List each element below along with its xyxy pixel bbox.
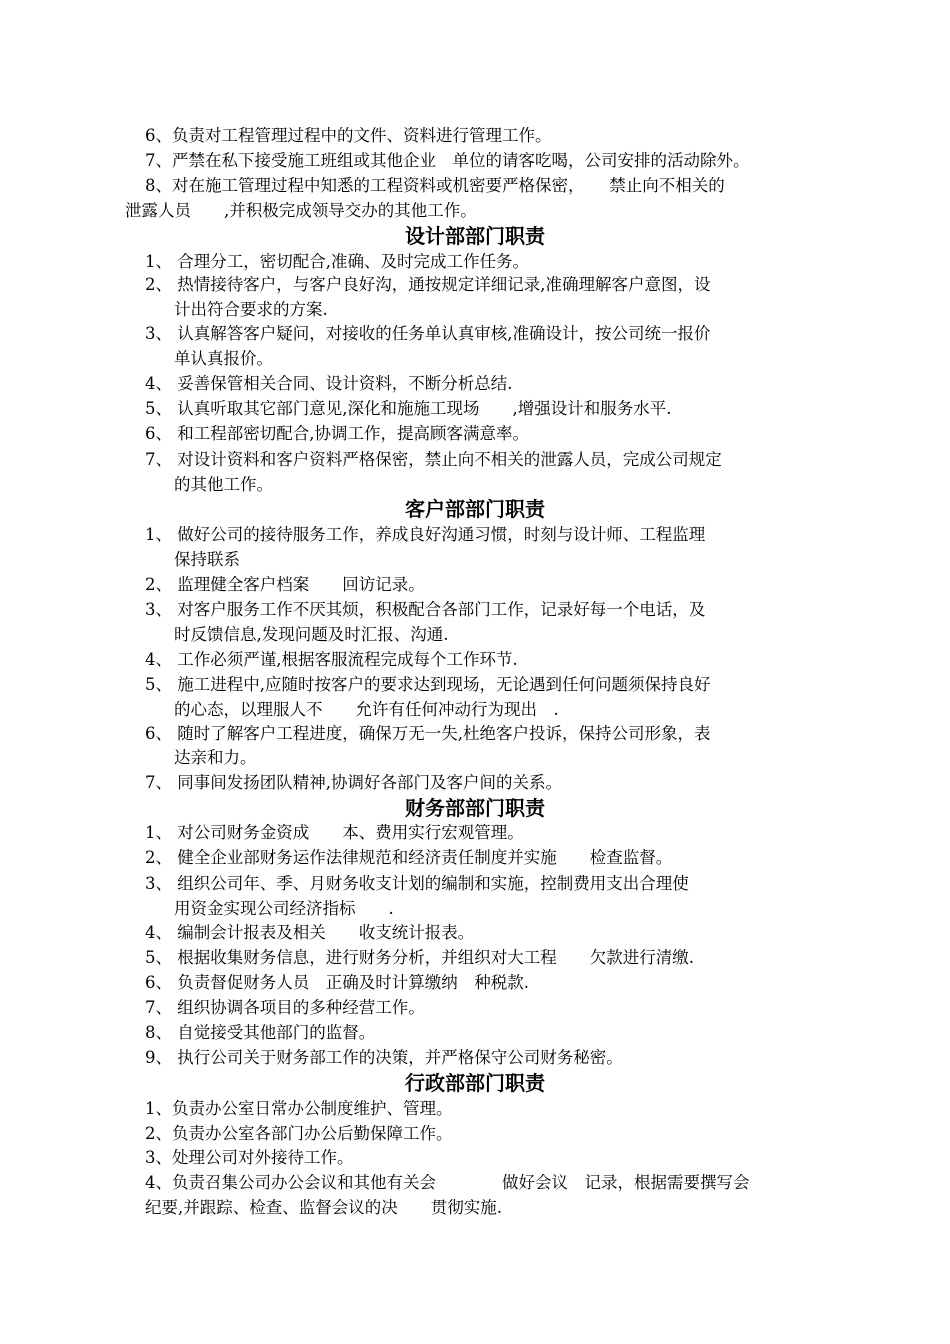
customer-item-6: 6、 随时了解客户工程进度，确保万无一失,杜绝客户投诉，保持公司形象，表 xyxy=(145,724,711,743)
customer-item-2: 2、 监理健全客户档案 回访记录。 xyxy=(145,575,425,594)
intro-item-8: 8、对在施工管理过程中知悉的工程资料或机密要严格保密， 禁止向不相关的 xyxy=(145,176,725,195)
customer-item-1: 1、 做好公司的接待服务工作，养成良好沟通习惯，时刻与设计师、工程监理 xyxy=(145,525,706,544)
finance-item-9: 9、 执行公司关于财务部工作的决策，并严格保守公司财务秘密。 xyxy=(145,1048,623,1067)
design-item-6: 6、 和工程部密切配合,协调工作，提高顾客满意率。 xyxy=(145,424,529,443)
customer-dept-heading: 客户部部门职责 xyxy=(405,497,545,521)
finance-item-7: 7、 组织协调各项目的多种经营工作。 xyxy=(145,998,425,1017)
intro-item-6: 6、负责对工程管理过程中的文件、资料进行管理工作。 xyxy=(145,126,552,145)
design-item-4: 4、 妥善保管相关合同、设计资料，不断分析总结. xyxy=(145,374,513,393)
customer-item-1-continuation: 保持联系 xyxy=(174,550,240,569)
design-item-7: 7、 对设计资料和客户资料严格保密，禁止向不相关的泄露人员，完成公司规定 xyxy=(145,450,722,469)
customer-item-5: 5、 施工进程中,应随时按客户的要求达到现场，无论遇到任何问题须保持良好 xyxy=(145,675,711,694)
customer-item-6-continuation: 达亲和力。 xyxy=(174,748,257,767)
design-item-1: 1、 合理分工，密切配合,准确、及时完成工作任务。 xyxy=(145,252,529,271)
design-item-5: 5、 认真听取其它部门意见,深化和施施工现场 ,增强设计和服务水平. xyxy=(145,399,672,418)
finance-item-5: 5、 根据收集财务信息，进行财务分析，并组织对大工程 欠款进行清缴. xyxy=(145,948,694,967)
design-item-3: 3、 认真解答客户疑问，对接收的任务单认真审核,准确设计，按公司统一报价 xyxy=(145,324,711,343)
customer-item-3-continuation: 时反馈信息,发现问题及时汇报、沟通. xyxy=(174,625,449,644)
finance-item-4: 4、 编制会计报表及相关 收支统计报表。 xyxy=(145,923,475,942)
design-item-2: 2、 热情接待客户，与客户良好沟，通按规定详细记录,准确理解客户意图，设 xyxy=(145,275,711,294)
admin-item-4-continuation: 纪要,并跟踪、检查、监督会议的决 贯彻实施. xyxy=(145,1198,502,1217)
intro-item-8-continuation: 泄露人员 ,并积极完成领导交办的其他工作。 xyxy=(125,201,477,220)
finance-item-3: 3、 组织公司年、季、月财务收支计划的编制和实施，控制费用支出合理使 xyxy=(145,874,689,893)
design-item-2-continuation: 计出符合要求的方案. xyxy=(174,300,328,319)
customer-item-4: 4、 工作必须严谨,根据客服流程完成每个工作环节. xyxy=(145,650,518,669)
finance-item-8: 8、 自觉接受其他部门的监督。 xyxy=(145,1023,376,1042)
customer-item-3: 3、 对客户服务工作不厌其烦，积极配合各部门工作，记录好每一个电话，及 xyxy=(145,600,706,619)
customer-item-5-continuation: 的心态，以理服人不 允许有任何冲动行为现出 . xyxy=(174,700,559,719)
customer-item-7: 7、 同事间发扬团队精神,协调好各部门及客户间的关系。 xyxy=(145,773,562,792)
finance-item-3-continuation: 用资金实现公司经济指标 . xyxy=(174,899,394,918)
admin-item-4: 4、负责召集公司办公会议和其他有关会 做好会议 记录，根据需要撰写会 xyxy=(145,1173,750,1192)
design-item-3-continuation: 单认真报价。 xyxy=(174,349,273,368)
design-item-7-continuation: 的其他工作。 xyxy=(174,475,273,494)
admin-item-1: 1、负责办公室日常办公制度维护、管理。 xyxy=(145,1099,453,1118)
intro-item-7: 7、严禁在私下接受施工班组或其他企业 单位的请客吃喝，公司安排的活动除外。 xyxy=(145,151,750,170)
finance-item-2: 2、 健全企业部财务运作法律规范和经济责任制度并实施 检查监督。 xyxy=(145,848,673,867)
admin-dept-heading: 行政部部门职责 xyxy=(405,1071,545,1095)
admin-item-2: 2、负责办公室各部门办公后勤保障工作。 xyxy=(145,1124,453,1143)
finance-item-6: 6、 负责督促财务人员 正确及时计算缴纳 种税款. xyxy=(145,973,529,992)
design-dept-heading: 设计部部门职责 xyxy=(405,224,545,248)
admin-item-3: 3、处理公司对外接待工作。 xyxy=(145,1148,354,1167)
finance-dept-heading: 财务部部门职责 xyxy=(405,796,545,820)
finance-item-1: 1、 对公司财务金资成 本、费用实行宏观管理。 xyxy=(145,823,524,842)
